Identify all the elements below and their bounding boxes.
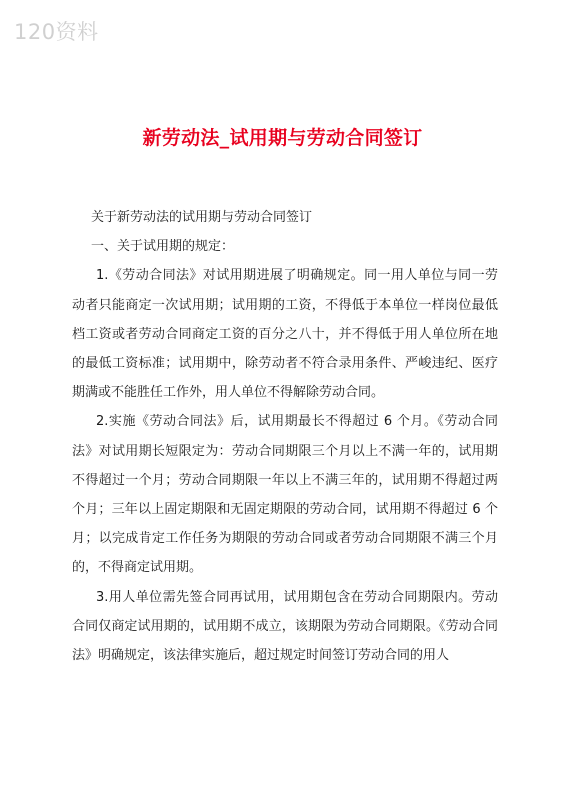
paragraph-item-1: 1.《劳动合同法》对试用期进展了明确规定。同一用人单位与同一劳动者只能商定一次试用期；试用期的工资，不得低于本单位一样岗位最低档工资或者劳动合同商定工资的百分之八十，并不得低于用人单位所在地的最低工资标准；试用期中，除劳动者不符合录用条件、严峻违纪、医疗期满或不能胜任工作外，用人单位不得解除劳动合同。 <box>72 268 498 401</box>
paragraph-intro: 关于新劳动法的试用期与劳动合同签订 <box>91 210 313 225</box>
paragraph-item-3: 3.用人单位需先签合同再试用，试用期包含在劳动合同期限内。劳动合同仅商定试用期的，试用期不成立，该期限为劳动合同期限。《劳动合同法》明确规定，该法律实施后，超过规定时间签订劳动合同的用人 <box>72 589 498 664</box>
paragraph-section-heading: 一、关于试用期的规定： <box>91 239 235 255</box>
document-title: 新劳动法_试用期与劳动合同签订 <box>142 127 423 149</box>
paragraph-item-2: 2.实施《劳动合同法》后，试用期最长不得超过 6 个月。《劳动合同法》对试用期长短限定为：劳动合同期限三个月以上不满一年的，试用期不得超过一个月；劳动合同期限一年以上不满三年的，试用期不得超过两个月；三年以上固定期限和无固定期限的劳动合同，试用期不得超过 6 个月；以完成肯定工作任务为期限的劳动合同或者劳动合同期限不满三个月的，不得商定试用期。 <box>72 414 498 576</box>
document-body <box>72 203 498 670</box>
watermark-logo: 120资料 <box>14 20 99 44</box>
